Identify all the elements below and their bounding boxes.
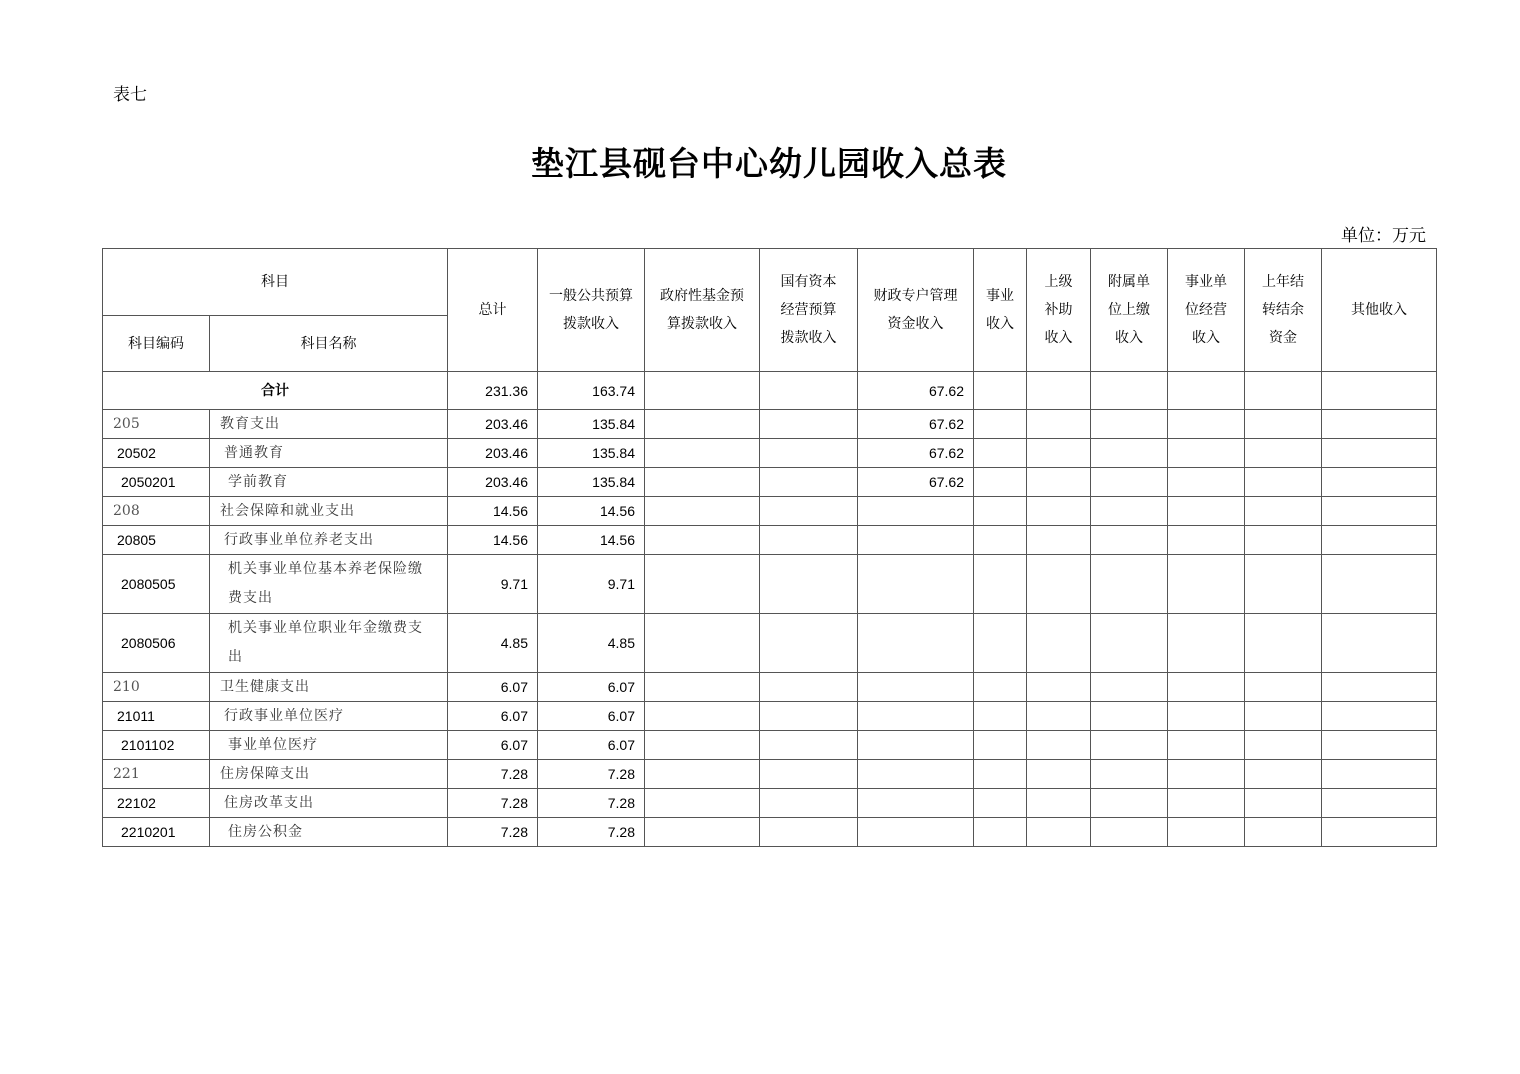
totals-state-capital [760, 372, 858, 410]
row-name: 住房改革支出 [210, 789, 448, 818]
row-code: 2101102 [103, 731, 210, 760]
row-general-budget: 9.71 [538, 555, 645, 614]
row-general-budget: 4.85 [538, 614, 645, 673]
income-summary-table [102, 248, 1437, 847]
table-number-label: 表七 [113, 85, 147, 105]
totals-gov-fund [645, 372, 760, 410]
row-fiscal-special: 67.62 [858, 439, 974, 468]
header-carryover: 上年结转结余资金 [1245, 249, 1322, 372]
row-name: 机关事业单位职业年金缴费支出 [210, 614, 448, 673]
table-row [103, 439, 1437, 468]
row-name: 普通教育 [210, 439, 448, 468]
row-general-budget: 7.28 [538, 760, 645, 789]
row-total: 6.07 [448, 673, 538, 702]
row-total: 7.28 [448, 760, 538, 789]
row-fiscal-special [858, 614, 974, 673]
row-fiscal-special [858, 731, 974, 760]
table-row [103, 614, 1437, 673]
row-total: 6.07 [448, 731, 538, 760]
row-total: 4.85 [448, 614, 538, 673]
row-name: 行政事业单位医疗 [210, 702, 448, 731]
header-subject: 科目 [103, 249, 448, 316]
table-row [103, 789, 1437, 818]
row-general-budget: 135.84 [538, 468, 645, 497]
row-fiscal-special [858, 497, 974, 526]
row-name: 教育支出 [210, 410, 448, 439]
row-code: 210 [103, 673, 210, 702]
row-code: 21011 [103, 702, 210, 731]
totals-other [1322, 372, 1437, 410]
row-code: 208 [103, 497, 210, 526]
row-name: 住房保障支出 [210, 760, 448, 789]
totals-total: 231.36 [448, 372, 538, 410]
row-name: 住房公积金 [210, 818, 448, 847]
row-fiscal-special [858, 702, 974, 731]
row-name: 社会保障和就业支出 [210, 497, 448, 526]
totals-general-budget: 163.74 [538, 372, 645, 410]
row-code: 221 [103, 760, 210, 789]
row-total: 203.46 [448, 468, 538, 497]
header-superior-subsidy: 上级补助收入 [1027, 249, 1091, 372]
header-business-income: 事业收入 [974, 249, 1027, 372]
row-total: 14.56 [448, 526, 538, 555]
row-total: 9.71 [448, 555, 538, 614]
row-general-budget: 14.56 [538, 526, 645, 555]
table-row [103, 673, 1437, 702]
totals-fiscal-special: 67.62 [858, 372, 974, 410]
row-general-budget: 6.07 [538, 702, 645, 731]
row-fiscal-special [858, 673, 974, 702]
table-row [103, 818, 1437, 847]
row-total: 203.46 [448, 439, 538, 468]
row-general-budget: 135.84 [538, 410, 645, 439]
row-code: 2080505 [103, 555, 210, 614]
row-fiscal-special: 67.62 [858, 410, 974, 439]
row-fiscal-special [858, 818, 974, 847]
row-total: 7.28 [448, 789, 538, 818]
page-title: 垫江县砚台中心幼儿园收入总表 [531, 144, 1007, 183]
row-fiscal-special [858, 555, 974, 614]
table-row [103, 410, 1437, 439]
totals-row [103, 372, 1437, 410]
totals-affiliated [1091, 372, 1168, 410]
row-fiscal-special: 67.62 [858, 468, 974, 497]
header-total: 总计 [448, 249, 538, 372]
table-row [103, 555, 1437, 614]
row-fiscal-special [858, 789, 974, 818]
row-general-budget: 7.28 [538, 789, 645, 818]
row-code: 22102 [103, 789, 210, 818]
row-code: 205 [103, 410, 210, 439]
row-code: 2050201 [103, 468, 210, 497]
table-row [103, 760, 1437, 789]
row-name: 行政事业单位养老支出 [210, 526, 448, 555]
row-total: 14.56 [448, 497, 538, 526]
header-state-capital: 国有资本经营预算拨款收入 [760, 249, 858, 372]
unit-label: 单位：万元 [1341, 226, 1426, 246]
header-other: 其他收入 [1322, 249, 1437, 372]
table-row [103, 526, 1437, 555]
row-code: 2210201 [103, 818, 210, 847]
header-general-budget: 一般公共预算拨款收入 [538, 249, 645, 372]
header-row-1 [103, 249, 1437, 316]
totals-carryover [1245, 372, 1322, 410]
row-code: 20805 [103, 526, 210, 555]
row-fiscal-special [858, 526, 974, 555]
header-subject-name: 科目名称 [210, 316, 448, 372]
row-general-budget: 6.07 [538, 731, 645, 760]
row-name: 学前教育 [210, 468, 448, 497]
header-subject-code: 科目编码 [103, 316, 210, 372]
row-total: 203.46 [448, 410, 538, 439]
table-row [103, 497, 1437, 526]
row-code: 2080506 [103, 614, 210, 673]
totals-business-income [974, 372, 1027, 410]
row-general-budget: 7.28 [538, 818, 645, 847]
table-row [103, 702, 1437, 731]
header-operating: 事业单位经营收入 [1168, 249, 1245, 372]
row-name: 机关事业单位基本养老保险缴费支出 [210, 555, 448, 614]
row-total: 6.07 [448, 702, 538, 731]
row-fiscal-special [858, 760, 974, 789]
table-row [103, 731, 1437, 760]
row-total: 7.28 [448, 818, 538, 847]
row-general-budget: 135.84 [538, 439, 645, 468]
row-general-budget: 14.56 [538, 497, 645, 526]
totals-label: 合计 [103, 372, 448, 410]
row-general-budget: 6.07 [538, 673, 645, 702]
row-code: 20502 [103, 439, 210, 468]
header-gov-fund: 政府性基金预算拨款收入 [645, 249, 760, 372]
totals-superior-subsidy [1027, 372, 1091, 410]
totals-operating [1168, 372, 1245, 410]
header-affiliated: 附属单位上缴收入 [1091, 249, 1168, 372]
table-row [103, 468, 1437, 497]
header-fiscal-special: 财政专户管理资金收入 [858, 249, 974, 372]
row-name: 卫生健康支出 [210, 673, 448, 702]
row-name: 事业单位医疗 [210, 731, 448, 760]
